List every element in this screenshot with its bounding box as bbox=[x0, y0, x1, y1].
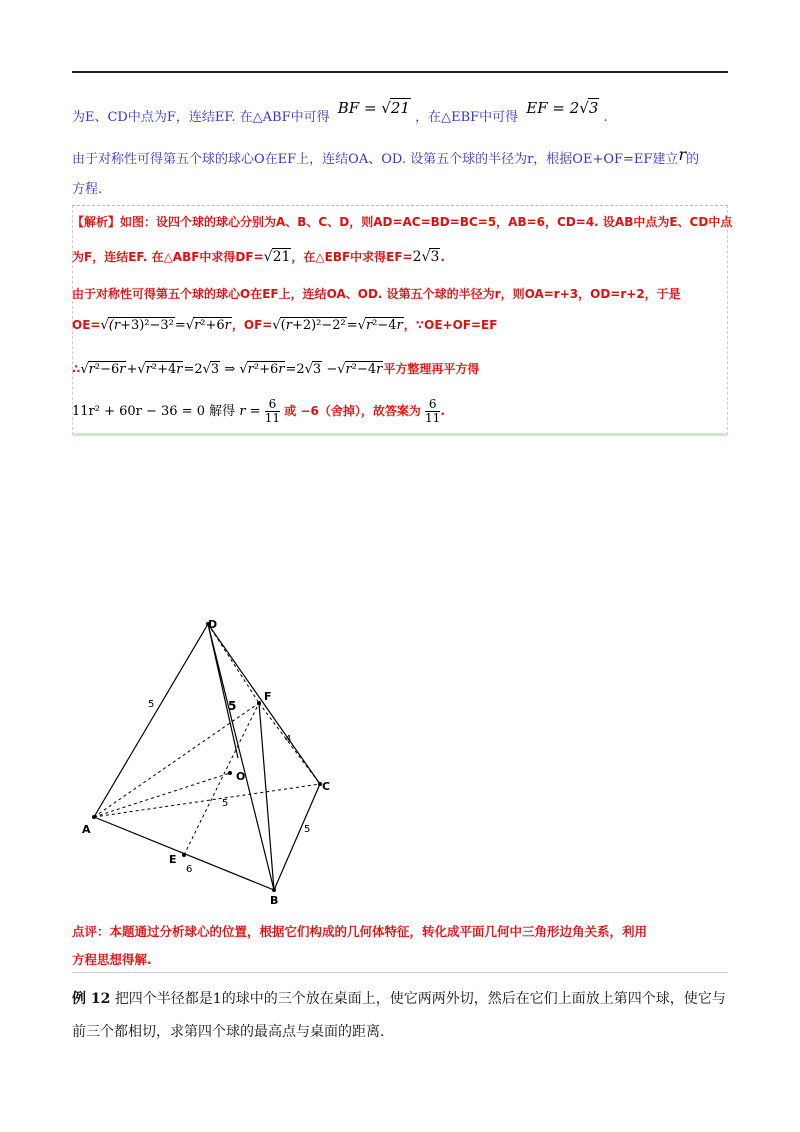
label-A: A bbox=[82, 823, 91, 836]
example-text: 把四个半径都是1的球中的三个放在桌面上，使它两两外切，然后在它们上面放上第四个球，使它与 bbox=[114, 991, 726, 1007]
period: . bbox=[440, 404, 445, 418]
solution-line-5 bbox=[72, 360, 479, 377]
comment-text: 方程思想得解. bbox=[72, 952, 152, 967]
fraction: $\frac{6}{11}$ bbox=[264, 397, 281, 425]
edge-label-CB: 5 bbox=[304, 824, 311, 835]
analysis-text: ，在△EBF中可得 bbox=[415, 110, 519, 125]
top-rule bbox=[72, 71, 728, 73]
period: . bbox=[440, 250, 445, 264]
solution-line-6: 11r² + 60r − 36 = 0 解得 r = $\frac{6}{11}$ 或 −6（舍掉），故答案为 $\frac{6}{11}$ . bbox=[72, 397, 445, 425]
solution-text: 平方整理再平方得 bbox=[383, 362, 480, 376]
solution-line-3 bbox=[72, 285, 681, 302]
example-label: 例 12 bbox=[72, 991, 111, 1007]
equation: √r²−6r+√r²+4r=2√3 ⇒ √r²+6r=2√3 −√r²−4r bbox=[80, 362, 383, 377]
label-O: O bbox=[236, 770, 246, 783]
comment-text: 点评：本题通过分析球心的位置，根据它们构成的几何体特征，转化成平面几何中三角形边角关系，利用 bbox=[72, 924, 648, 939]
solution-text: 为F，连结EF. 在△ABF中求得DF= bbox=[72, 250, 264, 264]
example-line-1 bbox=[72, 988, 726, 1008]
edge-CB bbox=[274, 784, 320, 890]
var-r: r bbox=[678, 145, 687, 164]
solution-text: 【解析】如图：设四个球的球心分别为A、B、C、D，则AD=AC=BD=BC=5，AB=6，CD=4. 设AB中点为E、CD中点 bbox=[72, 215, 733, 229]
example-line-2 bbox=[72, 1021, 384, 1041]
segment-AO bbox=[94, 773, 230, 817]
solution-box-bottom bbox=[72, 433, 728, 436]
analysis-text: 方程. bbox=[72, 182, 103, 197]
solution-text: ，OF= bbox=[231, 318, 273, 332]
comment-line-2 bbox=[72, 950, 152, 968]
solution-text: ，在△EBF中求得EF= bbox=[291, 250, 413, 264]
edge-label-AB: 6 bbox=[186, 864, 193, 875]
label-F: F bbox=[264, 690, 272, 703]
analysis-text: 的 bbox=[686, 152, 700, 167]
analysis-text: 为E、CD中点为F，连结EF. 在△ABF中可得 bbox=[72, 110, 330, 125]
edge-label-DF: 5 bbox=[228, 699, 237, 713]
tetrahedron-figure bbox=[70, 610, 350, 907]
label-C: C bbox=[322, 780, 331, 793]
of-formula: √(r+2)²−2²=√r²−4r bbox=[272, 318, 403, 333]
segment-EF bbox=[184, 703, 259, 855]
segment-DF bbox=[208, 624, 259, 703]
edge-label-AC: 5 bbox=[222, 798, 229, 809]
solution-box-top bbox=[72, 205, 728, 206]
quadratic: 11r² + 60r − 36 = 0 解得 bbox=[72, 404, 236, 419]
therefore: ∴ bbox=[72, 362, 81, 376]
edge-label-AD: 5 bbox=[148, 699, 155, 710]
oe-formula: √(r+3)²−3²=√r²+6r bbox=[100, 318, 231, 333]
edge-AC bbox=[94, 784, 320, 817]
solution-line-4 bbox=[72, 316, 497, 333]
solution-box-right bbox=[727, 205, 728, 435]
comment-divider bbox=[72, 972, 728, 973]
ef-formula: EF = 2√3 bbox=[526, 99, 599, 117]
label-B: B bbox=[270, 894, 279, 907]
bf-formula: BF = √21 bbox=[337, 99, 410, 117]
label-E: E bbox=[169, 853, 177, 866]
edge-DB bbox=[208, 624, 274, 890]
edge-label-FC: 4 bbox=[285, 734, 292, 745]
solution-text: ，∵OE+OF=EF bbox=[403, 318, 498, 332]
fraction-answer: $\frac{6}{11}$ bbox=[425, 397, 441, 425]
period: . bbox=[603, 110, 608, 125]
solution-text: OE= bbox=[72, 318, 101, 332]
solution-text: 由于对称性可得第五个球的球心O在EF上，连结OA、OD. 设第五个球的半径为r，则OA=r+3，OD=r+2，于是 bbox=[72, 287, 681, 301]
label-D: D bbox=[208, 618, 218, 631]
segment-DO bbox=[208, 624, 238, 758]
solution-line-1 bbox=[72, 213, 732, 230]
segment-AF bbox=[94, 703, 259, 817]
solution-text: 或 −6（舍掉），故答案为 bbox=[284, 404, 421, 418]
analysis-line-3 bbox=[72, 178, 102, 197]
example-text: 前三个都相切，求第四个球的最高点与桌面的距离. bbox=[72, 1024, 385, 1040]
analysis-text: 由于对称性可得第五个球的球心O在EF上，连结OA、OD. 设第五个球的半径为r，根据OE+OF=EF建立 bbox=[72, 152, 679, 167]
analysis-line-1 bbox=[72, 99, 608, 125]
solution-line-2: 为F，连结EF. 在△ABF中求得DF=√21，在△EBF中求得EF=2√3. bbox=[72, 249, 445, 265]
analysis-line-2 bbox=[72, 145, 700, 167]
edge-AD bbox=[94, 624, 208, 817]
comment-line-1 bbox=[72, 922, 647, 940]
